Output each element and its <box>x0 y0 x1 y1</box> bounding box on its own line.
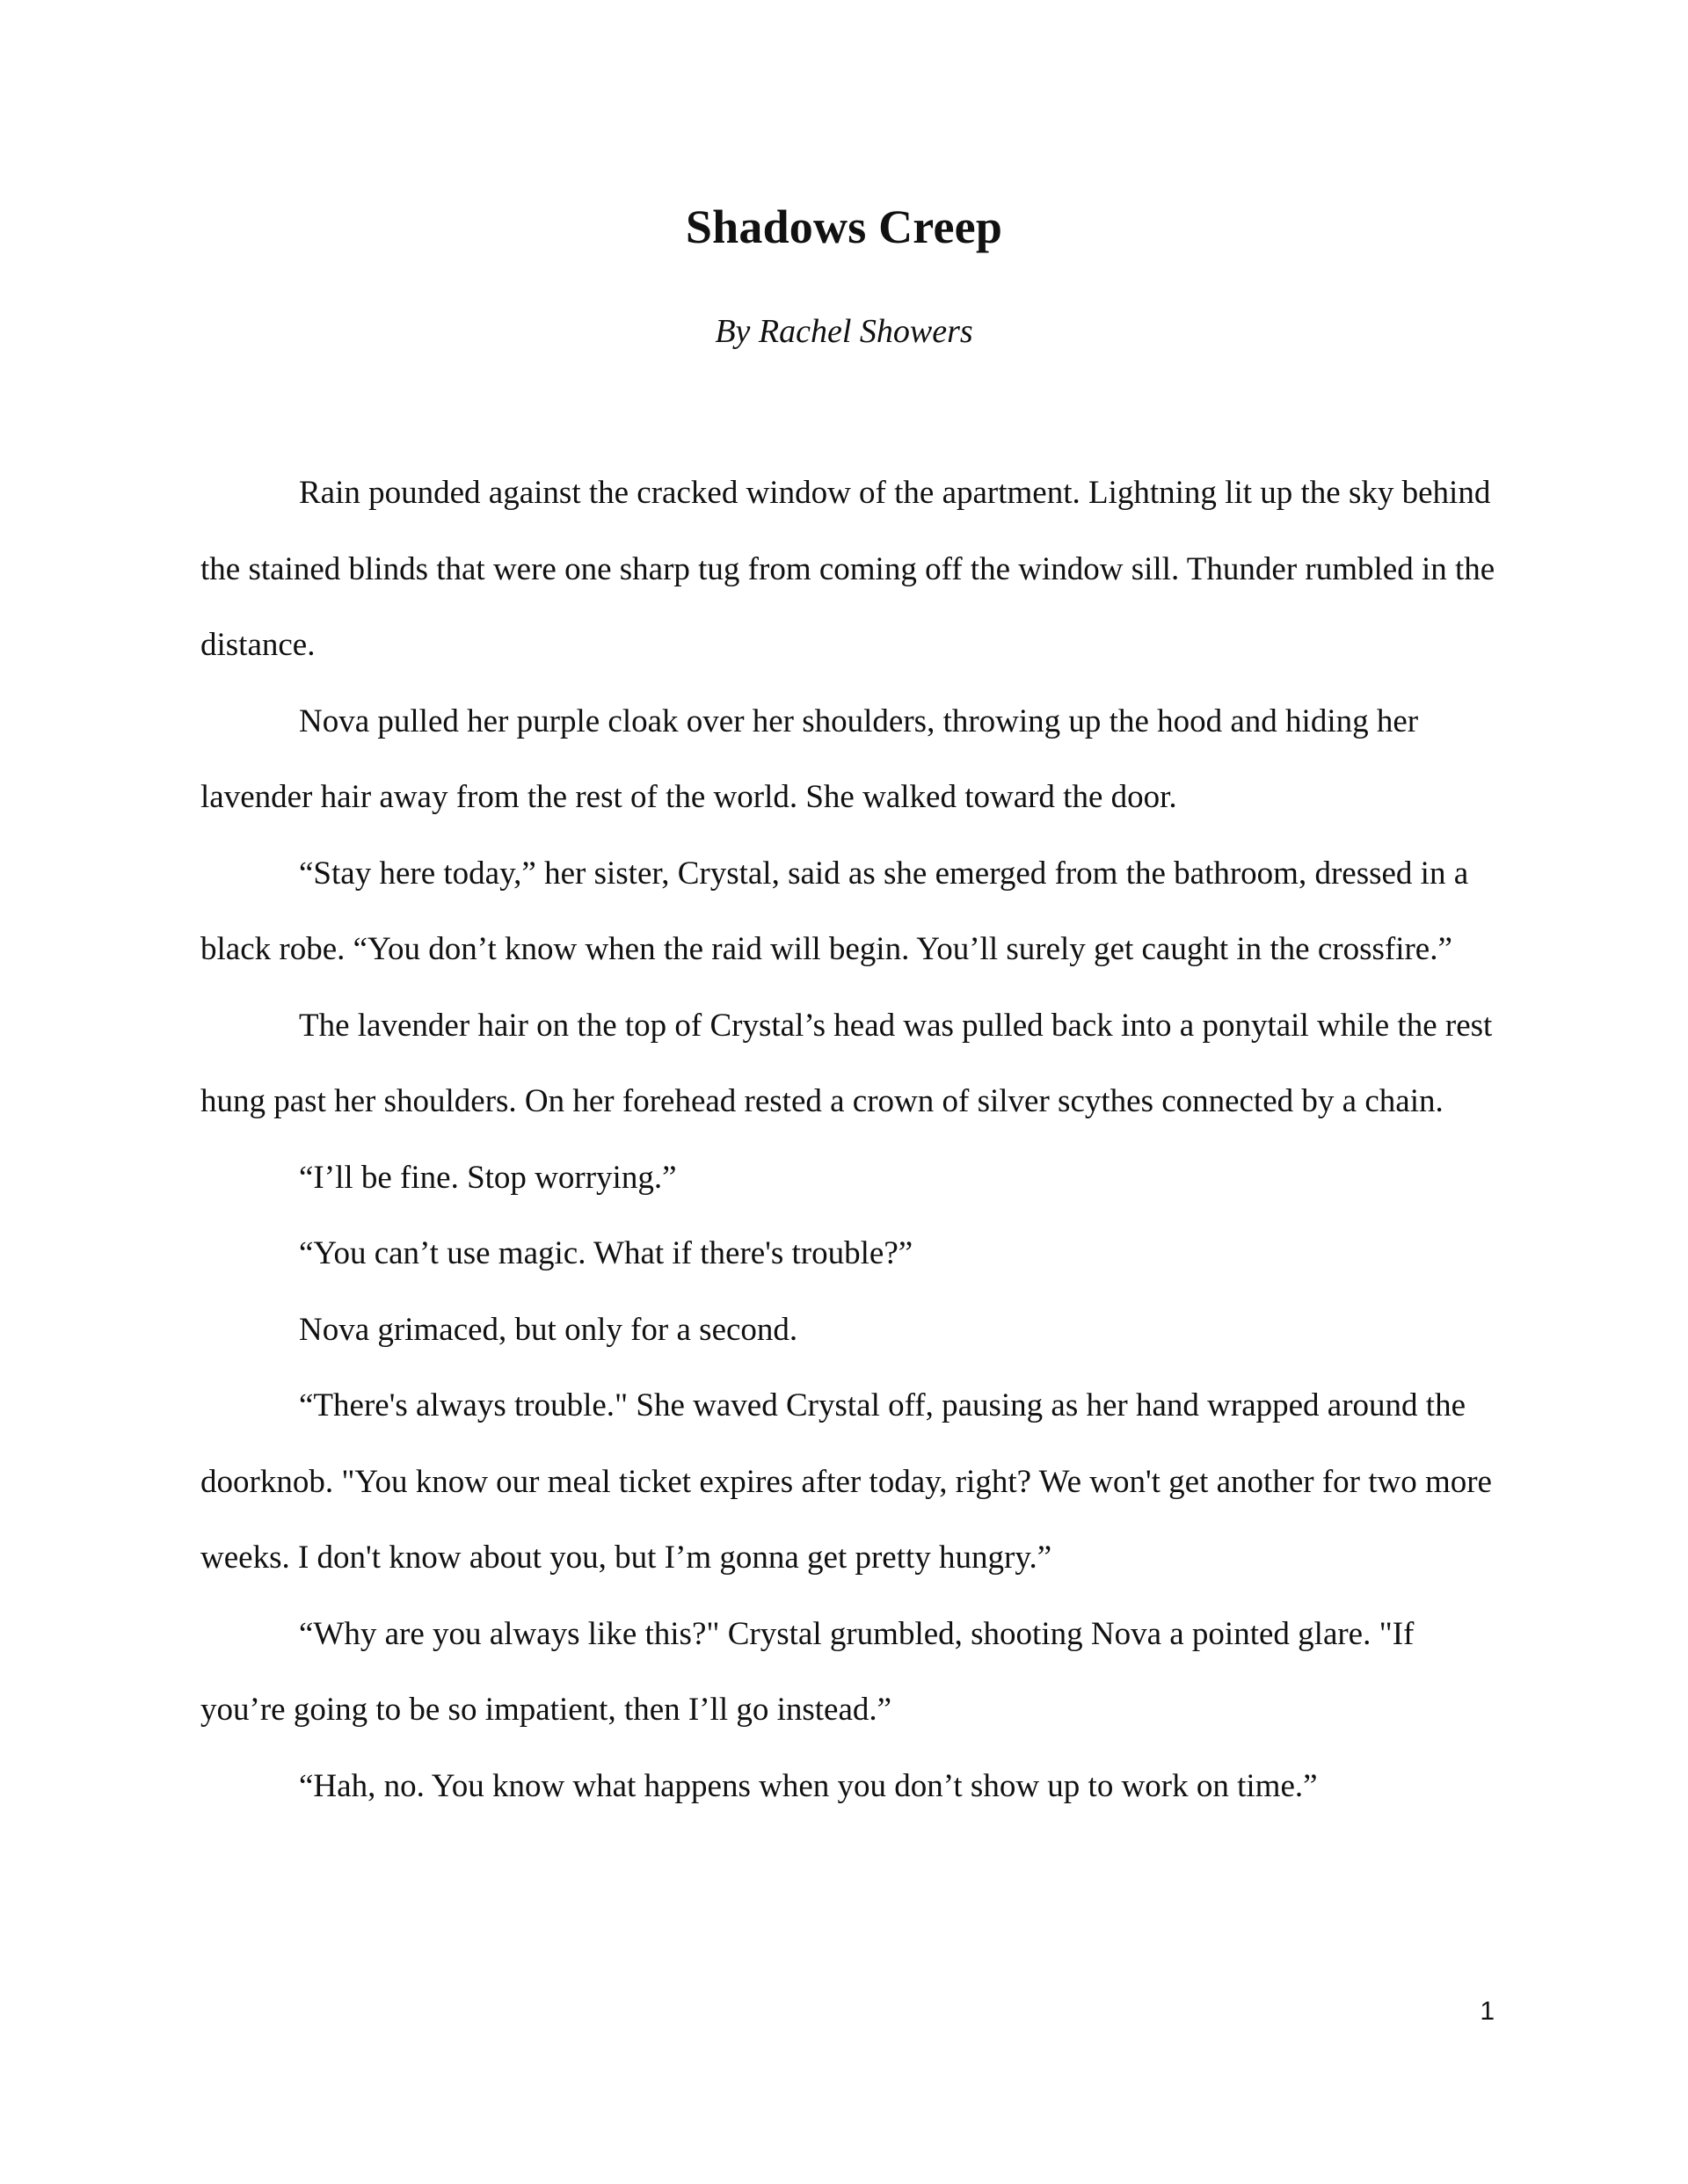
story-body <box>200 455 1500 1824</box>
story-title: Shadows Creep <box>685 200 1003 253</box>
page-number: 1 <box>1480 1997 1495 2026</box>
paragraph: The lavender hair on the top of Crystal’s head was pulled back into a ponytail while the rest hung past her shoulders. On her forehead rested a crown of silver scythes connected by a chain. <box>200 1007 1493 1119</box>
paragraph: Nova grimaced, but only for a second. <box>299 1311 798 1348</box>
paragraph: “Why are you always like this?" Crystal grumbled, shooting Nova a pointed glare. "If you’re going to be so impatient, then I’ll go instead.” <box>200 1615 1415 1728</box>
paragraph: “There's always trouble." She waved Crystal off, pausing as her hand wrapped around the doorknob. "You know our meal ticket expires after today, right? We won't get another for two more weeks. I don't know about you, but I’m gonna get pretty hungry.” <box>200 1387 1492 1576</box>
paragraph: Nova pulled her purple cloak over her shoulders, throwing up the hood and hiding her lavender hair away from the rest of the world. She walked toward the door. <box>200 703 1419 815</box>
paragraph: “I’ll be fine. Stop worrying.” <box>299 1159 677 1196</box>
paragraph: Rain pounded against the cracked window of the apartment. Lightning lit up the sky behind the stained blinds that were one sharp tug from coming off the window sill. Thunder rumbled in the distance. <box>200 475 1495 663</box>
author-byline: By Rachel Showers <box>715 313 973 350</box>
paragraph: “You can’t use magic. What if there's trouble?” <box>299 1235 913 1271</box>
paragraph: “Stay here today,” her sister, Crystal, said as she emerged from the bathroom, dressed in a black robe. “You don’t know when the raid will begin. You’ll surely get caught in the crossfire.” <box>200 855 1469 967</box>
paragraph: “Hah, no. You know what happens when you don’t show up to work on time.” <box>299 1767 1318 1804</box>
